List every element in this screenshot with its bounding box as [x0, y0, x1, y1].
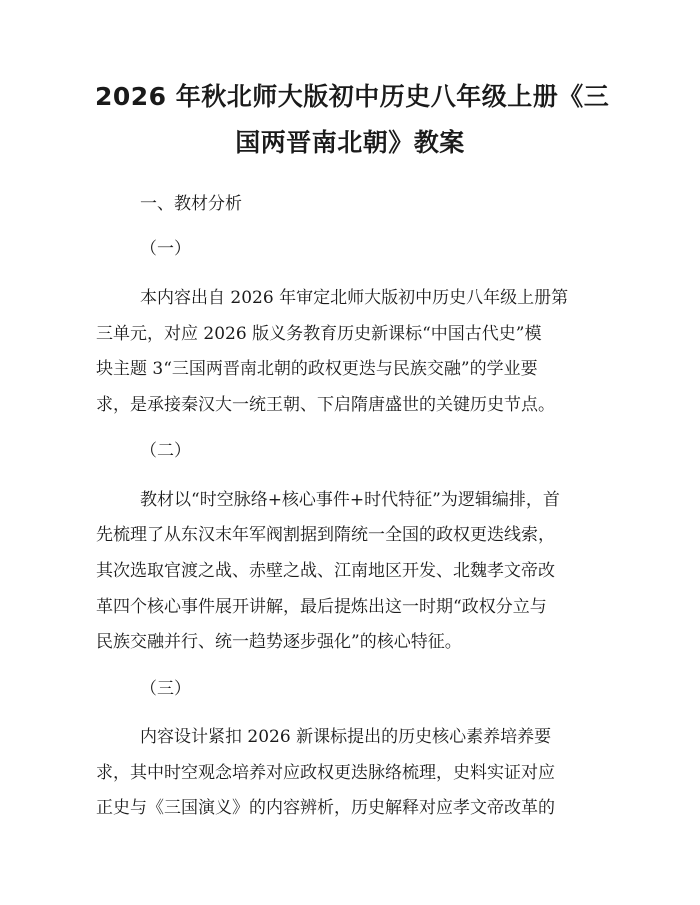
- paragraph-2-line: 教材以“时空脉络+核心事件+时代特征”为逻辑编排，首: [140, 490, 560, 510]
- subsection-label-3: （三）: [140, 679, 191, 699]
- paragraph-1-line: 块主题 3“三国两晋南北朝的政权更迭与民族交融”的学业要: [96, 359, 538, 379]
- paragraph-2-line: 其次选取官渡之战、赤壁之战、江南地区开发、北魏孝文帝改: [96, 561, 555, 581]
- document-title-line-2: 国两晋南北朝》教案: [235, 128, 465, 157]
- paragraph-2-line: 革四个核心事件展开讲解，最后提炼出这一时期“政权分立与: [96, 597, 547, 617]
- paragraph-2-line: 先梳理了从东汉末年军阀割据到隋统一全国的政权更迭线索，: [96, 525, 555, 545]
- paragraph-2-line: 民族交融并行、统一趋势逐步强化”的核心特征。: [96, 632, 462, 652]
- paragraph-3-line: 求，其中时空观念培养对应政权更迭脉络梳理，史料实证对应: [96, 763, 555, 783]
- section-heading-teaching-material-analysis: 一、教材分析: [140, 194, 242, 214]
- paragraph-1-line: 本内容出自 2026 年审定北师大版初中历史八年级上册第: [140, 288, 569, 308]
- paragraph-1-line: 求，是承接秦汉大一统王朝、下启隋唐盛世的关键历史节点。: [96, 395, 555, 415]
- subsection-label-2: （二）: [140, 441, 191, 461]
- subsection-label-1: （一）: [140, 239, 191, 259]
- document-title-line-1: 2026 年秋北师大版初中历史八年级上册《三: [95, 82, 610, 111]
- paragraph-1-line: 三单元，对应 2026 版义务教育历史新课标“中国古代史”模: [96, 324, 542, 344]
- paragraph-3-line: 内容设计紧扣 2026 新课标提出的历史核心素养培养要: [140, 727, 552, 747]
- paragraph-3-line: 正史与《三国演义》的内容辨析，历史解释对应孝文帝改革的: [96, 798, 555, 818]
